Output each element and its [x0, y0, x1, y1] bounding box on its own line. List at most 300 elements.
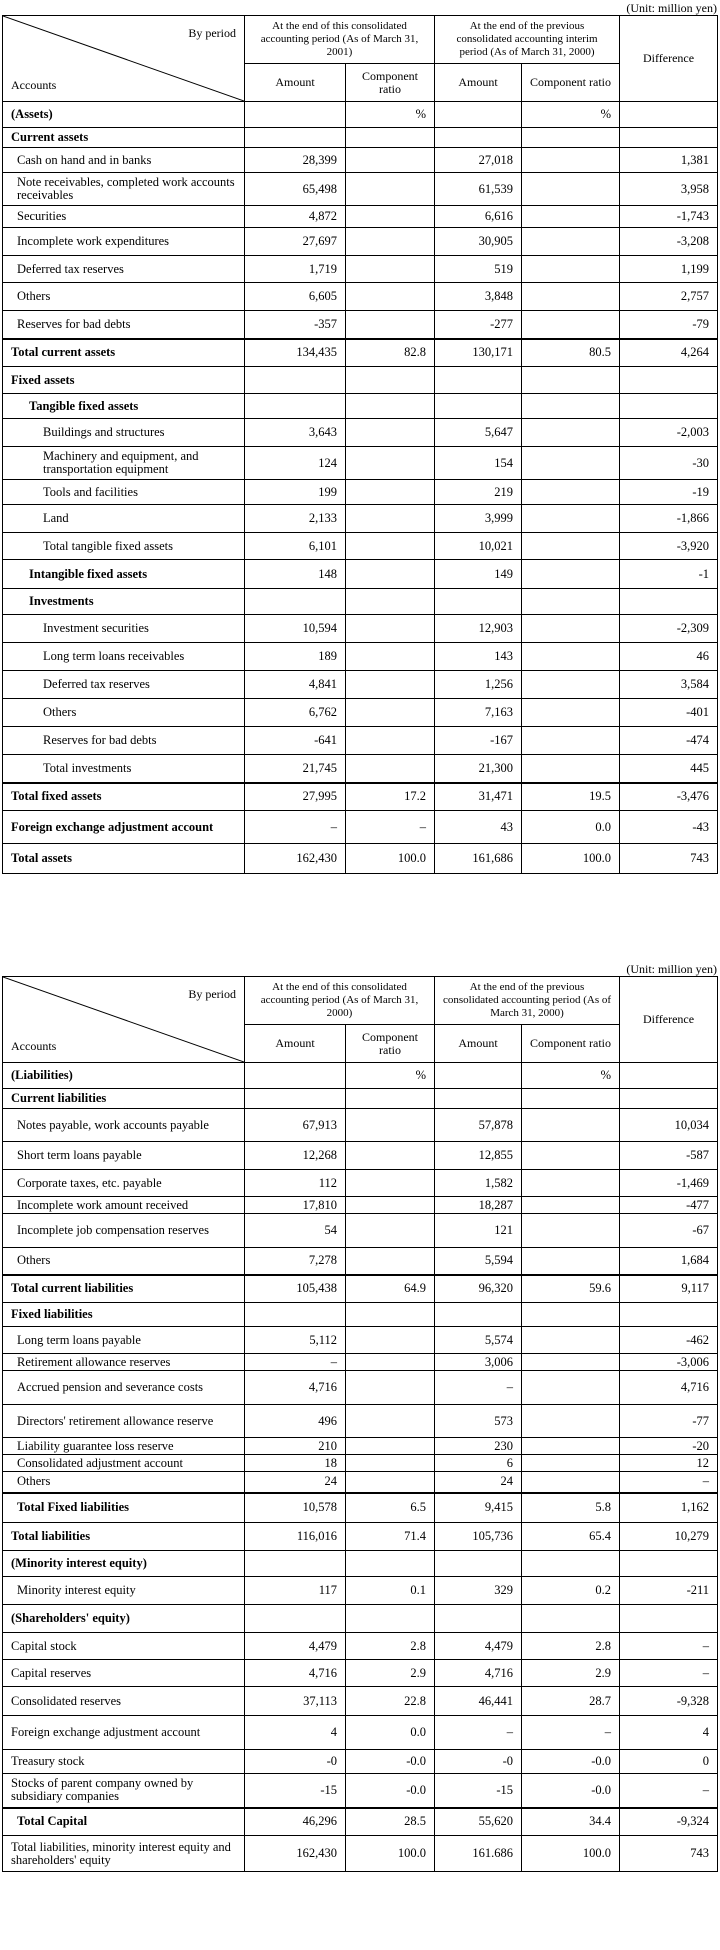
previous-ratio	[522, 615, 620, 643]
table-row	[3, 1275, 718, 1303]
table-row	[3, 560, 718, 589]
current-amount	[245, 1605, 346, 1633]
current-ratio: 28.5	[346, 1808, 435, 1836]
difference-value: -77	[620, 1405, 718, 1438]
previous-ratio: %	[522, 102, 620, 128]
current-ratio	[346, 1371, 435, 1405]
account-label: Intangible fixed assets	[3, 560, 245, 589]
difference-value: -3,006	[620, 1354, 718, 1371]
current-ratio: 17.2	[346, 783, 435, 811]
current-ratio	[346, 128, 435, 148]
previous-amount: 9,415	[435, 1493, 522, 1523]
account-label: Others	[3, 1248, 245, 1275]
current-ratio: 2.9	[346, 1660, 435, 1687]
difference-value: 1,684	[620, 1248, 718, 1275]
current-ratio	[346, 1089, 435, 1109]
current-amount: 4,479	[245, 1633, 346, 1660]
previous-ratio: 0.2	[522, 1577, 620, 1605]
table-row	[3, 1214, 718, 1248]
difference-value: -20	[620, 1438, 718, 1455]
previous-amount: 3,999	[435, 505, 522, 533]
current-amount: 3,643	[245, 419, 346, 447]
previous-ratio: -0.0	[522, 1774, 620, 1808]
current-amount: 4,841	[245, 671, 346, 699]
previous-amount	[435, 1605, 522, 1633]
component-ratio-header: Component ratio	[346, 1025, 435, 1063]
account-label: Current assets	[3, 128, 245, 148]
liabilities-table-body	[3, 977, 718, 1872]
current-ratio	[346, 1405, 435, 1438]
previous-ratio	[522, 589, 620, 615]
account-label: (Assets)	[3, 102, 245, 128]
table-row	[3, 727, 718, 755]
account-label: Total current assets	[3, 339, 245, 367]
previous-amount: 3,006	[435, 1354, 522, 1371]
previous-ratio	[522, 1170, 620, 1197]
table-row	[3, 1405, 718, 1438]
current-ratio	[346, 256, 435, 283]
account-label: Land	[3, 505, 245, 533]
current-amount: 4,716	[245, 1371, 346, 1405]
current-ratio	[346, 1109, 435, 1142]
account-label: Others	[3, 1472, 245, 1493]
previous-ratio	[522, 643, 620, 671]
current-amount: 24	[245, 1472, 346, 1493]
difference-value: 0	[620, 1750, 718, 1774]
previous-ratio: 34.4	[522, 1808, 620, 1836]
assets-balance-table	[2, 15, 718, 874]
current-amount: 37,113	[245, 1687, 346, 1716]
account-label: Foreign exchange adjustment account	[3, 811, 245, 844]
current-amount: 2,133	[245, 505, 346, 533]
account-label: Securities	[3, 206, 245, 228]
current-amount: 65,498	[245, 173, 346, 206]
header-row	[3, 16, 718, 64]
current-amount: 27,995	[245, 783, 346, 811]
previous-ratio	[522, 394, 620, 419]
previous-ratio	[522, 560, 620, 589]
account-label: Liability guarantee loss reserve	[3, 1438, 245, 1455]
difference-value: -474	[620, 727, 718, 755]
table-row	[3, 671, 718, 699]
previous-ratio	[522, 1248, 620, 1275]
assets-table-body	[3, 16, 718, 874]
account-label: Stocks of parent company owned by subsidiary companies	[3, 1774, 245, 1808]
amount-header: Amount	[435, 1025, 522, 1063]
difference-value: 10,034	[620, 1109, 718, 1142]
account-label: Total assets	[3, 844, 245, 874]
previous-amount: -0	[435, 1750, 522, 1774]
account-label: Machinery and equipment, and transportation equipment	[3, 447, 245, 480]
difference-value: -9,324	[620, 1808, 718, 1836]
current-amount: 4,872	[245, 206, 346, 228]
previous-ratio	[522, 533, 620, 560]
table-row	[3, 283, 718, 311]
current-ratio: 0.1	[346, 1577, 435, 1605]
previous-ratio	[522, 283, 620, 311]
current-ratio: –	[346, 811, 435, 844]
previous-ratio	[522, 1303, 620, 1327]
table-row	[3, 339, 718, 367]
by-period-label: By period	[188, 987, 236, 1001]
account-label: Tools and facilities	[3, 480, 245, 505]
difference-value	[620, 1605, 718, 1633]
account-label: Consolidated adjustment account	[3, 1455, 245, 1472]
previous-ratio	[522, 148, 620, 173]
account-label: Cash on hand and in banks	[3, 148, 245, 173]
current-ratio	[346, 1438, 435, 1455]
current-ratio	[346, 419, 435, 447]
difference-value: 445	[620, 755, 718, 783]
previous-ratio: 65.4	[522, 1523, 620, 1551]
table-row	[3, 148, 718, 173]
previous-amount: 130,171	[435, 339, 522, 367]
previous-amount: 329	[435, 1577, 522, 1605]
account-label: Notes payable, work accounts payable	[3, 1109, 245, 1142]
amount-header: Amount	[245, 1025, 346, 1063]
previous-ratio: 59.6	[522, 1275, 620, 1303]
current-ratio	[346, 1354, 435, 1371]
account-label: Incomplete work amount received	[3, 1197, 245, 1214]
current-amount: 117	[245, 1577, 346, 1605]
account-label: Fixed liabilities	[3, 1303, 245, 1327]
previous-amount: 121	[435, 1214, 522, 1248]
current-ratio: 64.9	[346, 1275, 435, 1303]
table-row	[3, 1551, 718, 1577]
table-row	[3, 256, 718, 283]
previous-ratio: 5.8	[522, 1493, 620, 1523]
table-row	[3, 228, 718, 256]
table-row	[3, 1142, 718, 1170]
current-ratio	[346, 505, 435, 533]
accounts-label: Accounts	[11, 78, 57, 92]
difference-value: -2,003	[620, 419, 718, 447]
current-amount	[245, 1551, 346, 1577]
header-row	[3, 977, 718, 1025]
difference-value: -79	[620, 311, 718, 339]
account-label: Incomplete work expenditures	[3, 228, 245, 256]
current-amount: 105,438	[245, 1275, 346, 1303]
previous-amount: 573	[435, 1405, 522, 1438]
table-row	[3, 1808, 718, 1836]
current-ratio	[346, 447, 435, 480]
previous-amount	[435, 1303, 522, 1327]
account-label: Capital reserves	[3, 1660, 245, 1687]
previous-period-header: At the end of the previous consolidated accounting interim period (As of March 31, 2000)	[435, 16, 620, 64]
difference-value: –	[620, 1633, 718, 1660]
table-row	[3, 589, 718, 615]
previous-ratio	[522, 1438, 620, 1455]
current-amount: 6,101	[245, 533, 346, 560]
current-ratio: 22.8	[346, 1687, 435, 1716]
current-amount: 199	[245, 480, 346, 505]
unit-label: (Unit: million yen)	[626, 1, 717, 15]
previous-amount: –	[435, 1371, 522, 1405]
difference-value: 743	[620, 1836, 718, 1872]
current-amount: 28,399	[245, 148, 346, 173]
current-ratio: 82.8	[346, 339, 435, 367]
current-amount: -357	[245, 311, 346, 339]
previous-amount: 6,616	[435, 206, 522, 228]
current-amount	[245, 128, 346, 148]
previous-ratio	[522, 173, 620, 206]
previous-amount	[435, 1089, 522, 1109]
current-amount: 162,430	[245, 844, 346, 874]
previous-ratio	[522, 1109, 620, 1142]
previous-amount: 230	[435, 1438, 522, 1455]
difference-value	[620, 1089, 718, 1109]
current-amount: -0	[245, 1750, 346, 1774]
account-label: Others	[3, 699, 245, 727]
previous-ratio	[522, 1551, 620, 1577]
table-row	[3, 1197, 718, 1214]
table-row	[3, 419, 718, 447]
table-row	[3, 783, 718, 811]
current-amount	[245, 1063, 346, 1089]
current-ratio	[346, 228, 435, 256]
table-row	[3, 480, 718, 505]
previous-amount: 57,878	[435, 1109, 522, 1142]
current-ratio	[346, 589, 435, 615]
difference-value: 10,279	[620, 1523, 718, 1551]
account-label: Total liabilities	[3, 1523, 245, 1551]
current-amount: 7,278	[245, 1248, 346, 1275]
current-ratio	[346, 367, 435, 394]
table-row	[3, 643, 718, 671]
difference-value	[620, 1303, 718, 1327]
difference-value: 4	[620, 1716, 718, 1750]
current-ratio: %	[346, 102, 435, 128]
current-ratio	[346, 394, 435, 419]
current-ratio: %	[346, 1063, 435, 1089]
difference-value: -401	[620, 699, 718, 727]
difference-value: -9,328	[620, 1687, 718, 1716]
difference-value: 4,264	[620, 339, 718, 367]
table-row	[3, 811, 718, 844]
current-ratio	[346, 643, 435, 671]
account-label: Total current liabilities	[3, 1275, 245, 1303]
previous-amount	[435, 1551, 522, 1577]
header-diagonal-cell	[3, 16, 245, 102]
previous-amount: 154	[435, 447, 522, 480]
previous-amount: -15	[435, 1774, 522, 1808]
previous-ratio	[522, 1089, 620, 1109]
current-amount: 6,762	[245, 699, 346, 727]
account-label: Total liabilities, minority interest equity and shareholders' equity	[3, 1836, 245, 1872]
previous-amount	[435, 589, 522, 615]
current-amount: 134,435	[245, 339, 346, 367]
difference-value: 3,958	[620, 173, 718, 206]
account-label: (Liabilities)	[3, 1063, 245, 1089]
difference-value: -1	[620, 560, 718, 589]
difference-value: -1,469	[620, 1170, 718, 1197]
difference-value	[620, 394, 718, 419]
previous-amount: 149	[435, 560, 522, 589]
previous-amount: 12,903	[435, 615, 522, 643]
previous-amount: 4,479	[435, 1633, 522, 1660]
current-ratio	[346, 755, 435, 783]
difference-value: -43	[620, 811, 718, 844]
account-label: Accrued pension and severance costs	[3, 1371, 245, 1405]
previous-amount	[435, 128, 522, 148]
current-amount: 10,594	[245, 615, 346, 643]
current-amount: 4,716	[245, 1660, 346, 1687]
difference-value: –	[620, 1774, 718, 1808]
current-amount: -641	[245, 727, 346, 755]
previous-ratio	[522, 447, 620, 480]
account-label: Note receivables, completed work accounts receivables	[3, 173, 245, 206]
account-label: Incomplete job compensation reserves	[3, 1214, 245, 1248]
current-ratio	[346, 615, 435, 643]
previous-ratio: 2.8	[522, 1633, 620, 1660]
current-ratio	[346, 206, 435, 228]
previous-ratio	[522, 727, 620, 755]
difference-value	[620, 589, 718, 615]
difference-value: -3,476	[620, 783, 718, 811]
current-ratio	[346, 533, 435, 560]
previous-amount	[435, 394, 522, 419]
current-ratio	[346, 671, 435, 699]
current-amount: 10,578	[245, 1493, 346, 1523]
current-amount: 116,016	[245, 1523, 346, 1551]
difference-value: 3,584	[620, 671, 718, 699]
difference-value: -2,309	[620, 615, 718, 643]
current-ratio	[346, 699, 435, 727]
current-ratio	[346, 560, 435, 589]
table-row	[3, 1455, 718, 1472]
previous-amount: 105,736	[435, 1523, 522, 1551]
account-label: Fixed assets	[3, 367, 245, 394]
difference-value	[620, 1063, 718, 1089]
difference-value: -30	[620, 447, 718, 480]
previous-amount: 46,441	[435, 1687, 522, 1716]
current-ratio: -0.0	[346, 1750, 435, 1774]
table-row	[3, 533, 718, 560]
difference-value: 2,757	[620, 283, 718, 311]
current-ratio	[346, 1605, 435, 1633]
account-label: Deferred tax reserves	[3, 256, 245, 283]
current-ratio: 2.8	[346, 1633, 435, 1660]
current-amount: 5,112	[245, 1327, 346, 1354]
previous-ratio	[522, 755, 620, 783]
previous-ratio	[522, 1214, 620, 1248]
table-row	[3, 1605, 718, 1633]
by-period-label: By period	[188, 26, 236, 40]
difference-value: -462	[620, 1327, 718, 1354]
table-row	[3, 505, 718, 533]
previous-amount: 61,539	[435, 173, 522, 206]
table-row	[3, 1472, 718, 1493]
previous-ratio	[522, 1405, 620, 1438]
table-row	[3, 102, 718, 128]
previous-amount: 7,163	[435, 699, 522, 727]
account-label: Short term loans payable	[3, 1142, 245, 1170]
previous-amount: 5,594	[435, 1248, 522, 1275]
current-ratio	[346, 1248, 435, 1275]
account-label: Others	[3, 283, 245, 311]
difference-value: –	[620, 1472, 718, 1493]
previous-amount: 30,905	[435, 228, 522, 256]
account-label: Reserves for bad debts	[3, 727, 245, 755]
table-row	[3, 1327, 718, 1354]
current-ratio	[346, 1327, 435, 1354]
current-ratio	[346, 283, 435, 311]
previous-amount: 55,620	[435, 1808, 522, 1836]
table-row	[3, 755, 718, 783]
table-row	[3, 173, 718, 206]
account-label: Minority interest equity	[3, 1577, 245, 1605]
current-amount: 46,296	[245, 1808, 346, 1836]
table-row	[3, 1170, 718, 1197]
table-row	[3, 1438, 718, 1455]
difference-value: 4,716	[620, 1371, 718, 1405]
current-amount: 6,605	[245, 283, 346, 311]
previous-ratio: 28.7	[522, 1687, 620, 1716]
previous-amount: 1,582	[435, 1170, 522, 1197]
account-label: Consolidated reserves	[3, 1687, 245, 1716]
difference-value: -19	[620, 480, 718, 505]
table-row	[3, 128, 718, 148]
current-amount: –	[245, 811, 346, 844]
account-label: Investments	[3, 589, 245, 615]
account-label: Buildings and structures	[3, 419, 245, 447]
current-ratio	[346, 173, 435, 206]
previous-amount: 43	[435, 811, 522, 844]
account-label: Total fixed assets	[3, 783, 245, 811]
previous-ratio	[522, 128, 620, 148]
current-ratio: 0.0	[346, 1716, 435, 1750]
previous-ratio	[522, 419, 620, 447]
previous-amount: 5,647	[435, 419, 522, 447]
current-ratio: -0.0	[346, 1774, 435, 1808]
previous-amount	[435, 1063, 522, 1089]
account-label: Reserves for bad debts	[3, 311, 245, 339]
current-amount: 12,268	[245, 1142, 346, 1170]
previous-amount	[435, 367, 522, 394]
difference-value: 9,117	[620, 1275, 718, 1303]
previous-ratio	[522, 228, 620, 256]
current-ratio	[346, 1214, 435, 1248]
previous-ratio	[522, 1472, 620, 1493]
previous-amount: 18,287	[435, 1197, 522, 1214]
current-ratio	[346, 1551, 435, 1577]
difference-value: 1,162	[620, 1493, 718, 1523]
current-amount: 54	[245, 1214, 346, 1248]
difference-value: -1,866	[620, 505, 718, 533]
current-amount	[245, 102, 346, 128]
current-amount: 124	[245, 447, 346, 480]
difference-value: -67	[620, 1214, 718, 1248]
previous-ratio	[522, 1455, 620, 1472]
account-label: Tangible fixed assets	[3, 394, 245, 419]
previous-ratio	[522, 505, 620, 533]
table-row	[3, 699, 718, 727]
difference-value: -3,208	[620, 228, 718, 256]
table-row	[3, 1371, 718, 1405]
current-ratio	[346, 1170, 435, 1197]
previous-amount: 4,716	[435, 1660, 522, 1687]
current-amount: 21,745	[245, 755, 346, 783]
current-amount: 162,430	[245, 1836, 346, 1872]
current-ratio	[346, 1197, 435, 1214]
accounts-label: Accounts	[11, 1039, 57, 1053]
previous-amount: 12,855	[435, 1142, 522, 1170]
account-label: Investment securities	[3, 615, 245, 643]
previous-ratio: 0.0	[522, 811, 620, 844]
previous-amount: 24	[435, 1472, 522, 1493]
account-label: Total tangible fixed assets	[3, 533, 245, 560]
previous-amount: 519	[435, 256, 522, 283]
